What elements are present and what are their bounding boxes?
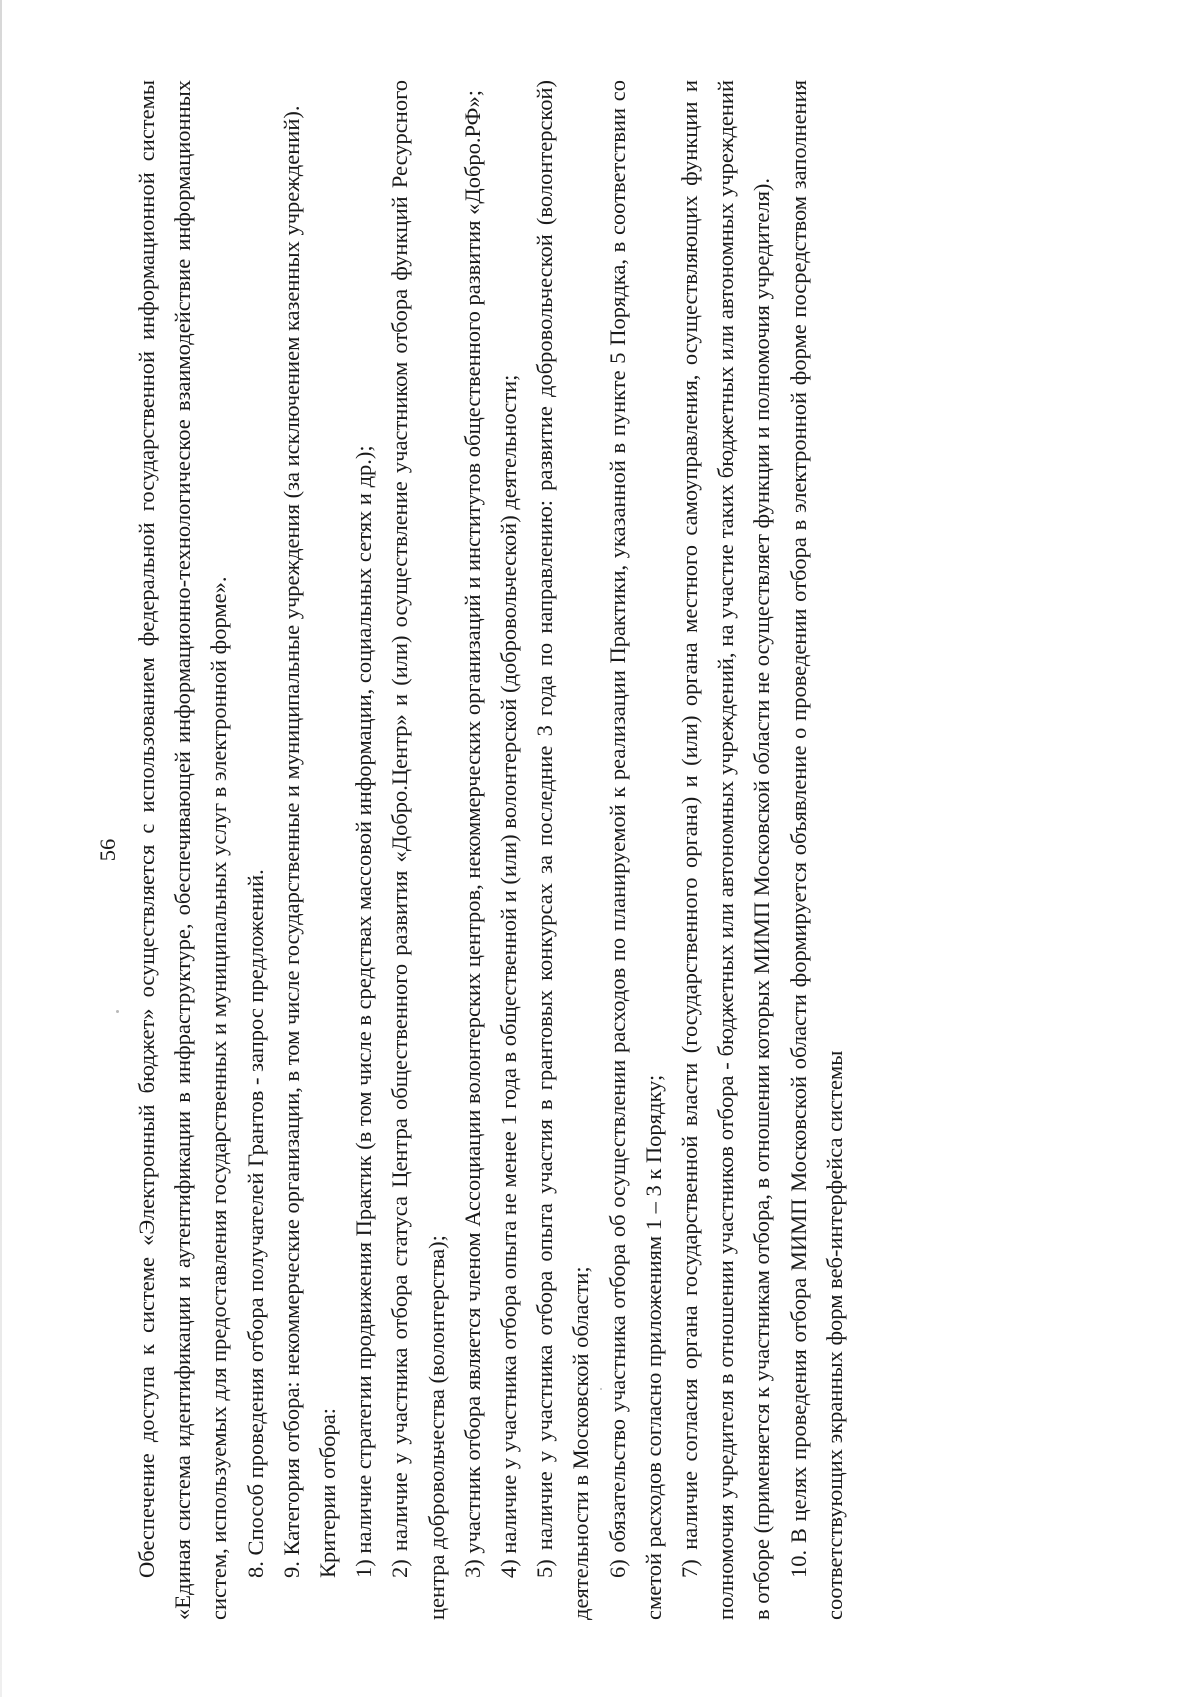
criterion-2: 2) наличие у участника отбора статуса Центра общественного развития «Добро.Центр» и (или) осуществление участником отбора функций Ресурсного центра добровольчества (волонтерства);: [387, 80, 449, 1620]
rotated-text-block: [90, 80, 1090, 1620]
paragraph-criteria-heading: Критерии отбора:: [315, 1407, 341, 1578]
paragraph-item-10: 10. В целях проведения отбора МИМП Московской области формируется объявление о проведении отбора в электронной форме посредством заполнения соответствующих экранных форм веб-интерфейса системы: [785, 80, 847, 1620]
criterion-5: 5) наличие у участника отбора опыта участия в грантовых конкурсах за последние 3 года по направлению: развитие добровольческой (волонтерской) деятельности в Московской области;: [532, 80, 594, 1620]
criterion-3: 3) участник отбора является членом Ассоциации волонтерских центров, некоммерческих организаций и институтов общественного развития «Добро.РФ»;: [459, 90, 485, 1578]
scan-edge: [0, 0, 2, 1697]
page-number: 56: [95, 838, 120, 862]
criterion-7: 7) наличие согласия органа государственной власти (государственного органа) и (или) органа местного самоуправления, осуществляющих функции и полномочия учредителя в отношении участников отбора - бюджетных или автономных учреждений, на участие таких бюджетных или автономных учреждений в отборе (применяется к участникам отбора, в отношении которых МИМП Московской области не осуществляет функции и полномочия учредителя).: [677, 80, 775, 1620]
paragraph-item-9: 9. Категория отбора: некоммерческие организации, в том числе государственные и муниципальные учреждения (за исключением казенных учреждений).: [278, 105, 304, 1578]
criterion-1: 1) наличие стратегии продвижения Практик (в том числе в средствах массовой информации, социальных сетях и др.);: [351, 445, 377, 1578]
paragraph-electronic-budget-access: Обеспечение доступа к системе «Электронный бюджет» осуществляется с использованием федеральной государственной информационной системы «Единая система идентификации и аутентификации в инфраструктуре, обеспечивающей информационно-технологическое взаимодействие информационных систем, используемых для предоставления государственных и муниципальных услуг в электронной форме».: [134, 80, 232, 1620]
criterion-4: 4) наличие у участника отбора опыта не менее 1 года в общественной и (или) волонтерской (добровольческой) деятельности;: [496, 374, 522, 1578]
paragraph-item-8: 8. Способ проведения отбора получателей Грантов - запрос предложений.: [242, 869, 268, 1578]
criterion-6: 6) обязательство участника отбора об осуществлении расходов по планируемой к реализации Практики, указанной в пункте 5 Порядка, в соответствии со сметой расходов согласно приложениям 1 – 3 к Порядку;: [604, 80, 666, 1620]
